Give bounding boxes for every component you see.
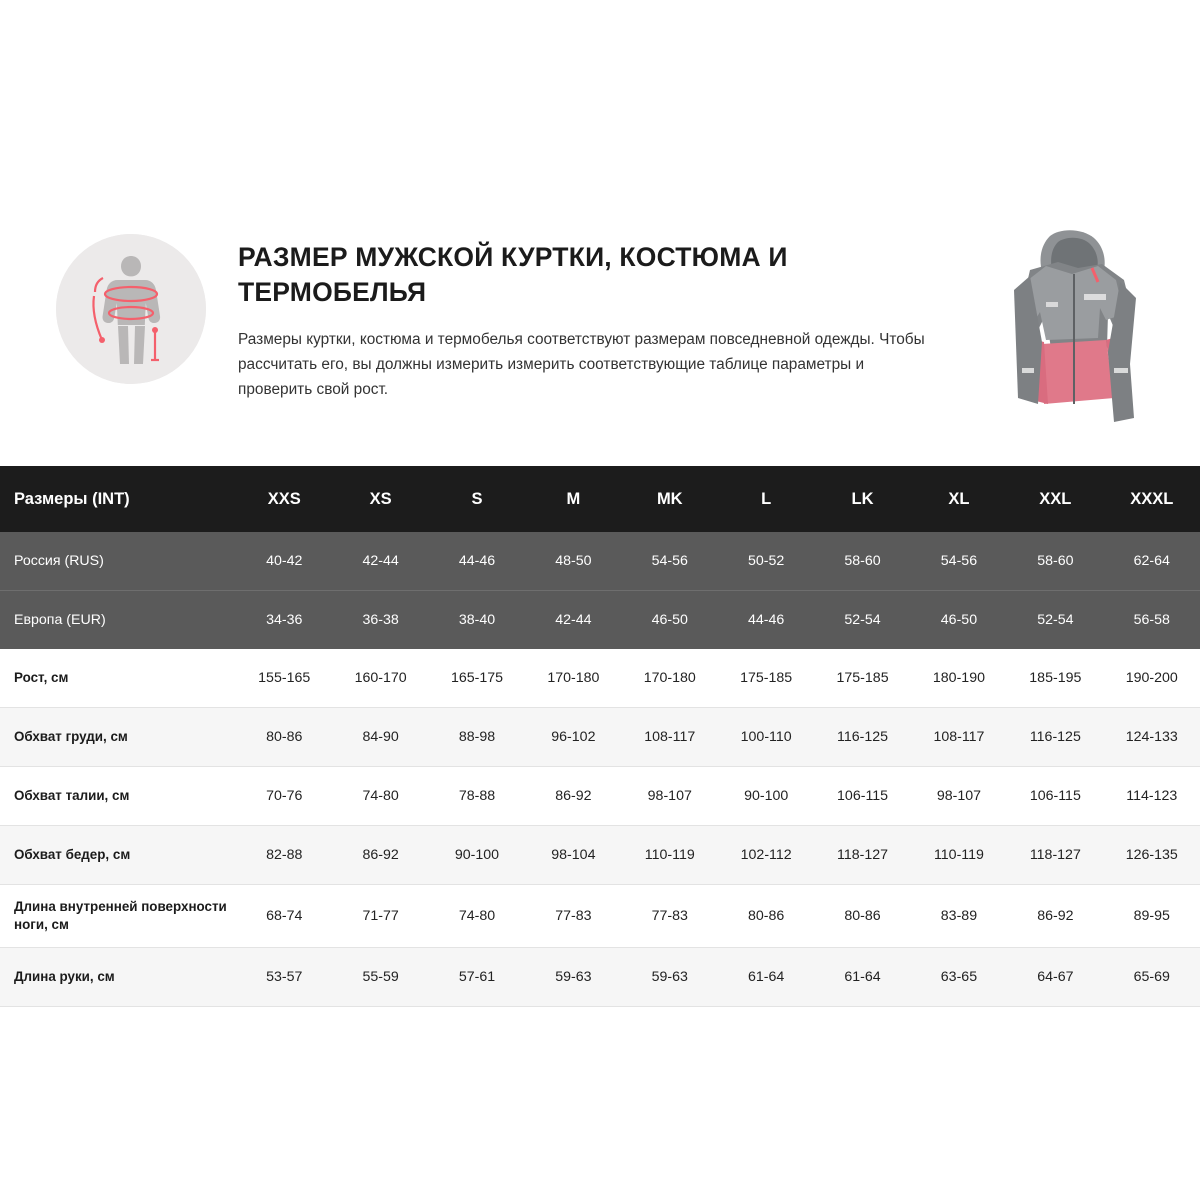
row-value: 34-36: [236, 591, 332, 650]
row-value: 160-170: [332, 649, 428, 708]
row-value: 52-54: [1007, 591, 1103, 650]
row-value: 78-88: [429, 767, 525, 826]
row-value: 77-83: [525, 885, 621, 948]
row-value: 126-135: [1104, 826, 1200, 885]
row-value: 88-98: [429, 708, 525, 767]
row-value: 65-69: [1104, 948, 1200, 1007]
row-value: 110-119: [911, 826, 1007, 885]
row-value: 108-117: [911, 708, 1007, 767]
row-value: 165-175: [429, 649, 525, 708]
row-value: 54-56: [911, 532, 1007, 591]
table-header-label: Размеры (INT): [0, 466, 236, 532]
row-value: 77-83: [622, 885, 718, 948]
row-value: 64-67: [1007, 948, 1103, 1007]
row-label: Длина руки, см: [0, 948, 236, 1007]
row-value: 42-44: [332, 532, 428, 591]
row-value: 86-92: [1007, 885, 1103, 948]
row-value: 118-127: [1007, 826, 1103, 885]
row-value: 124-133: [1104, 708, 1200, 767]
row-value: 48-50: [525, 532, 621, 591]
row-value: 90-100: [718, 767, 814, 826]
row-value: 80-86: [236, 708, 332, 767]
table-header-size: XL: [911, 466, 1007, 532]
row-value: 170-180: [622, 649, 718, 708]
row-value: 38-40: [429, 591, 525, 650]
row-value: 42-44: [525, 591, 621, 650]
row-value: 90-100: [429, 826, 525, 885]
row-value: 61-64: [814, 948, 910, 1007]
row-value: 36-38: [332, 591, 428, 650]
table-row: [0, 826, 1200, 885]
table-body: [0, 532, 1200, 1007]
table-header-size: LK: [814, 466, 910, 532]
table-row: [0, 767, 1200, 826]
row-value: 114-123: [1104, 767, 1200, 826]
jacket-photo: [988, 228, 1163, 456]
row-value: 175-185: [718, 649, 814, 708]
row-value: 71-77: [332, 885, 428, 948]
row-value: 180-190: [911, 649, 1007, 708]
row-value: 106-115: [1007, 767, 1103, 826]
table-header-size: MK: [622, 466, 718, 532]
row-value: 102-112: [718, 826, 814, 885]
row-value: 170-180: [525, 649, 621, 708]
row-value: 175-185: [814, 649, 910, 708]
row-label: Рост, см: [0, 649, 236, 708]
row-value: 98-107: [622, 767, 718, 826]
table-row: [0, 708, 1200, 767]
row-value: 98-104: [525, 826, 621, 885]
row-value: 62-64: [1104, 532, 1200, 591]
row-value: 46-50: [622, 591, 718, 650]
table-header-size: XXL: [1007, 466, 1103, 532]
table-row: [0, 532, 1200, 591]
row-value: 53-57: [236, 948, 332, 1007]
row-label: Россия (RUS): [0, 532, 236, 591]
row-value: 89-95: [1104, 885, 1200, 948]
row-value: 80-86: [718, 885, 814, 948]
page-description: Размеры куртки, костюма и термобелья соответствуют размерам повседневной одежды. Чтобы рассчитать его, вы должны измерить измерить соответствующие таблице параметры и проверить свой рост.: [238, 331, 925, 399]
row-value: 52-54: [814, 591, 910, 650]
table-head: [0, 466, 1200, 532]
row-value: 106-115: [814, 767, 910, 826]
row-value: 44-46: [718, 591, 814, 650]
row-value: 82-88: [236, 826, 332, 885]
row-value: 80-86: [814, 885, 910, 948]
row-value: 185-195: [1007, 649, 1103, 708]
row-value: 100-110: [718, 708, 814, 767]
body-measure-icon: [56, 234, 206, 384]
row-label: Обхват талии, см: [0, 767, 236, 826]
row-value: 116-125: [1007, 708, 1103, 767]
row-value: 86-92: [332, 826, 428, 885]
row-value: 61-64: [718, 948, 814, 1007]
row-value: 57-61: [429, 948, 525, 1007]
row-value: 58-60: [814, 532, 910, 591]
row-value: 59-63: [525, 948, 621, 1007]
row-value: 58-60: [1007, 532, 1103, 591]
table-header-size: L: [718, 466, 814, 532]
row-value: 108-117: [622, 708, 718, 767]
page-title: РАЗМЕР МУЖСКОЙ КУРТКИ, КОСТЮМА И ТЕРМОБЕЛЬЯ: [238, 242, 788, 308]
table-row: [0, 591, 1200, 650]
row-label: Обхват груди, см: [0, 708, 236, 767]
row-value: 44-46: [429, 532, 525, 591]
table-header-size: XXXL: [1104, 466, 1200, 532]
row-value: 96-102: [525, 708, 621, 767]
row-value: 40-42: [236, 532, 332, 591]
row-label: Обхват бедер, см: [0, 826, 236, 885]
row-label: Длина внутренней поверхности ноги, см: [0, 885, 236, 948]
row-value: 68-74: [236, 885, 332, 948]
row-label: Европа (EUR): [0, 591, 236, 650]
row-value: 56-58: [1104, 591, 1200, 650]
table-header-size: XS: [332, 466, 428, 532]
row-value: 118-127: [814, 826, 910, 885]
row-value: 190-200: [1104, 649, 1200, 708]
row-value: 50-52: [718, 532, 814, 591]
row-value: 98-107: [911, 767, 1007, 826]
row-value: 155-165: [236, 649, 332, 708]
row-value: 74-80: [332, 767, 428, 826]
row-value: 116-125: [814, 708, 910, 767]
table-row: [0, 948, 1200, 1007]
row-value: 86-92: [525, 767, 621, 826]
header-text-block: [238, 240, 928, 403]
row-value: 54-56: [622, 532, 718, 591]
row-value: 55-59: [332, 948, 428, 1007]
row-value: 110-119: [622, 826, 718, 885]
table-header-size: M: [525, 466, 621, 532]
table-header-size: XXS: [236, 466, 332, 532]
row-value: 70-76: [236, 767, 332, 826]
row-value: 63-65: [911, 948, 1007, 1007]
row-value: 83-89: [911, 885, 1007, 948]
row-value: 84-90: [332, 708, 428, 767]
table-row: [0, 885, 1200, 948]
row-value: 46-50: [911, 591, 1007, 650]
table-row: [0, 649, 1200, 708]
table-header-row: [0, 466, 1200, 532]
row-value: 59-63: [622, 948, 718, 1007]
size-table: [0, 466, 1200, 1007]
table-header-size: S: [429, 466, 525, 532]
row-value: 74-80: [429, 885, 525, 948]
